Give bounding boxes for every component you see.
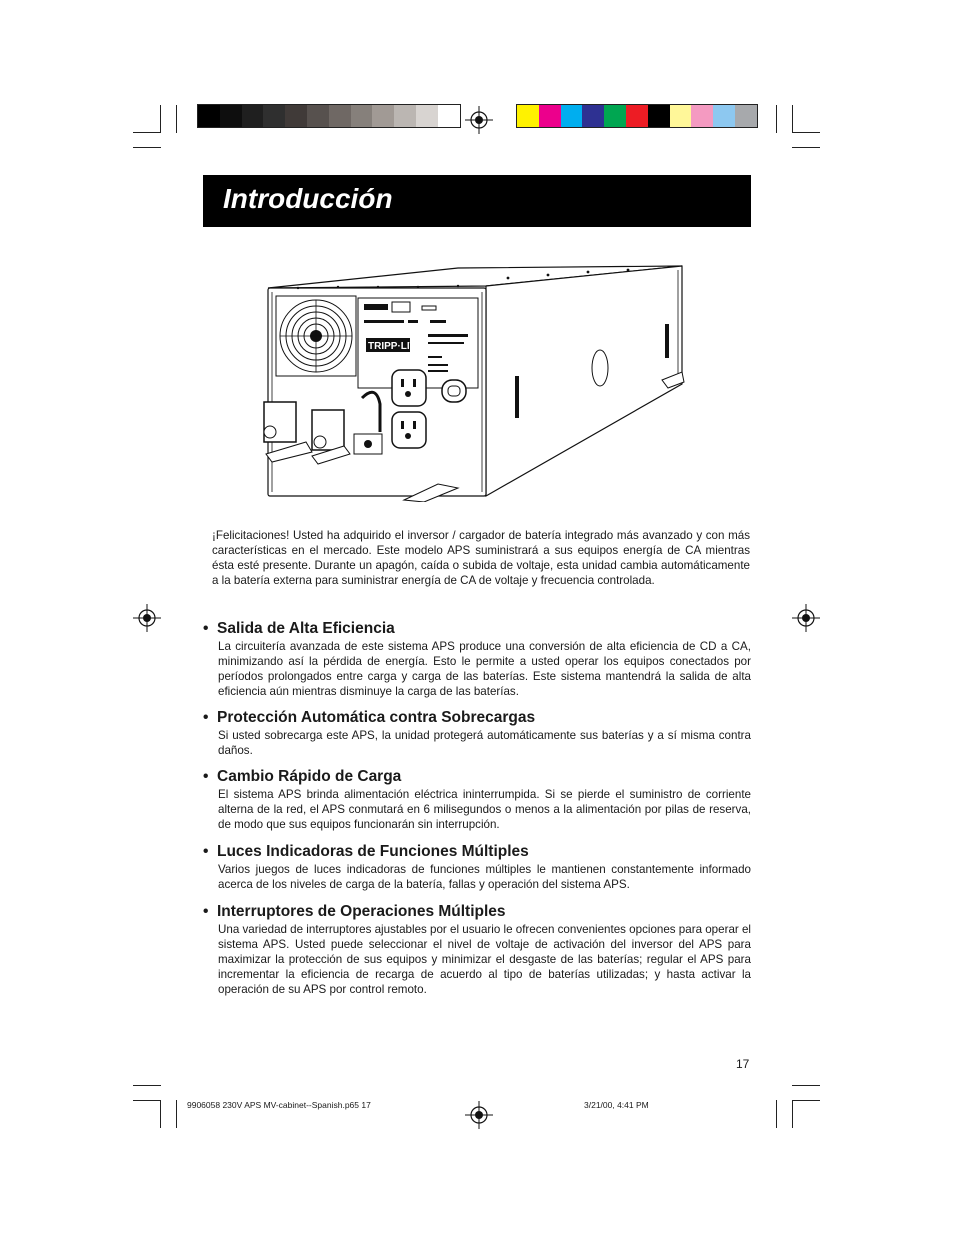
color-swatch: [517, 105, 539, 127]
color-swatch: [670, 105, 692, 127]
feature-heading: • Interruptores de Operaciones Múltiples: [203, 903, 506, 920]
color-swatch: [372, 105, 394, 127]
page-title: Introducción: [223, 183, 393, 214]
crop-mark: [160, 1100, 161, 1128]
color-swatch: [438, 105, 460, 127]
device-logo: TRIPP·LITE: [368, 341, 423, 352]
color-swatch: [416, 105, 438, 127]
crop-mark: [133, 147, 161, 148]
feature-overload-protection: [203, 708, 751, 758]
color-swatch: [285, 105, 307, 127]
color-swatch: [604, 105, 626, 127]
feature-body: El sistema APS brinda alimentación eléctrica ininterrumpida. Si se pierde el suministro de corriente alterna de la red, el APS conmutará en 6 milisegundos o menos a la alimentación por pilas de reserva, de modo que sus equipos funcionarán sin interrupción.: [218, 788, 751, 831]
crop-mark: [133, 132, 161, 133]
color-swatch: [329, 105, 351, 127]
color-swatch: [626, 105, 648, 127]
color-swatch: [735, 105, 757, 127]
footer-file-info: 9906058 230V APS MV-cabinet--Spanish.p65 17: [187, 1100, 371, 1110]
feature-indicator-lights: [203, 842, 751, 892]
crop-mark: [792, 1100, 793, 1128]
crop-mark: [133, 1085, 161, 1086]
crop-mark: [792, 105, 793, 133]
crop-mark: [776, 1100, 777, 1128]
crop-mark: [160, 105, 161, 133]
section-title-bar: [203, 175, 751, 227]
crop-mark: [792, 147, 820, 148]
feature-heading: • Cambio Rápido de Carga: [203, 768, 402, 785]
crop-mark: [133, 1100, 161, 1101]
feature-body: Una variedad de interruptores ajustables por el usuario le ofrecen convenientes opciones para operar el sistema APS. Usted puede seleccionar el nivel de voltaje de activación del inversor del APS para maximizar la protección de sus equipos y minimizar el desgaste de las baterías; regular el APS para incrementar la eficiencia de recarga de acuerdo al tipo de baterías utilizadas; y hasta activar la operación de su APS por control remoto.: [218, 923, 751, 996]
feature-body: Si usted sobrecarga este APS, la unidad protegerá automáticamente sus baterías y a sí misma contra daños.: [218, 729, 751, 757]
color-swatch: [394, 105, 416, 127]
feature-heading: • Protección Automática contra Sobrecargas: [203, 709, 536, 726]
feature-body: Varios juegos de luces indicadoras de funciones múltiples le mantienen constantemente informado acerca de los niveles de carga de la batería, fallas y operación del sistema APS.: [218, 863, 751, 891]
color-swatch: [582, 105, 604, 127]
color-swatch: [561, 105, 583, 127]
color-swatch: [307, 105, 329, 127]
inverter-device-illustration: [258, 262, 688, 502]
registration-mark-icon: [133, 604, 161, 632]
crop-mark: [176, 1100, 177, 1128]
color-swatch: [539, 105, 561, 127]
crop-mark: [792, 132, 820, 133]
feature-heading: • Luces Indicadoras de Funciones Múltiples: [203, 843, 529, 860]
color-swatch: [242, 105, 264, 127]
color-swatch: [263, 105, 285, 127]
registration-mark-icon: [792, 604, 820, 632]
crop-mark: [176, 105, 177, 133]
intro-paragraph: ¡Felicitaciones! Usted ha adquirido el inversor / cargador de batería integrado más avanzado y con más características en el mercado. Este modelo APS suministrará a sus equipos energía de CA mientras ésta esté presente. Durante un apagón, caída o subida de voltaje, esta unidad cambia automáticamente a la batería externa para suministrar energía de CA de voltaje y frecuencia controlada.: [212, 529, 750, 587]
feature-fast-transfer: [203, 767, 751, 832]
registration-mark-icon: [465, 106, 493, 134]
crop-mark: [776, 105, 777, 133]
color-swatch: [648, 105, 670, 127]
feature-switches: [203, 902, 751, 997]
color-swatch: [198, 105, 220, 127]
crop-mark: [792, 1085, 820, 1086]
page-number: 17: [736, 1057, 750, 1071]
crop-mark: [792, 1100, 820, 1101]
feature-heading: • Salida de Alta Eficiencia: [203, 620, 395, 637]
process-color-bar: [516, 104, 758, 128]
feature-high-efficiency: [203, 619, 751, 699]
registration-mark-icon: [465, 1101, 493, 1129]
color-swatch: [691, 105, 713, 127]
footer-timestamp: 3/21/00, 4:41 PM: [584, 1100, 649, 1110]
color-swatch: [220, 105, 242, 127]
gray-color-bar: [197, 104, 461, 128]
feature-body: La circuitería avanzada de este sistema APS produce una conversión de alta eficiencia de CD a CA, minimizando así la pérdida de energía. Esto le permite a usted operar los equipos conectados por períodos prolongados entre carga y carga de las baterías. Este sistema mantendrá la salida de alta eficiencia aún mientras disminuye la carga de las baterías.: [218, 640, 751, 698]
color-swatch: [713, 105, 735, 127]
color-swatch: [351, 105, 373, 127]
